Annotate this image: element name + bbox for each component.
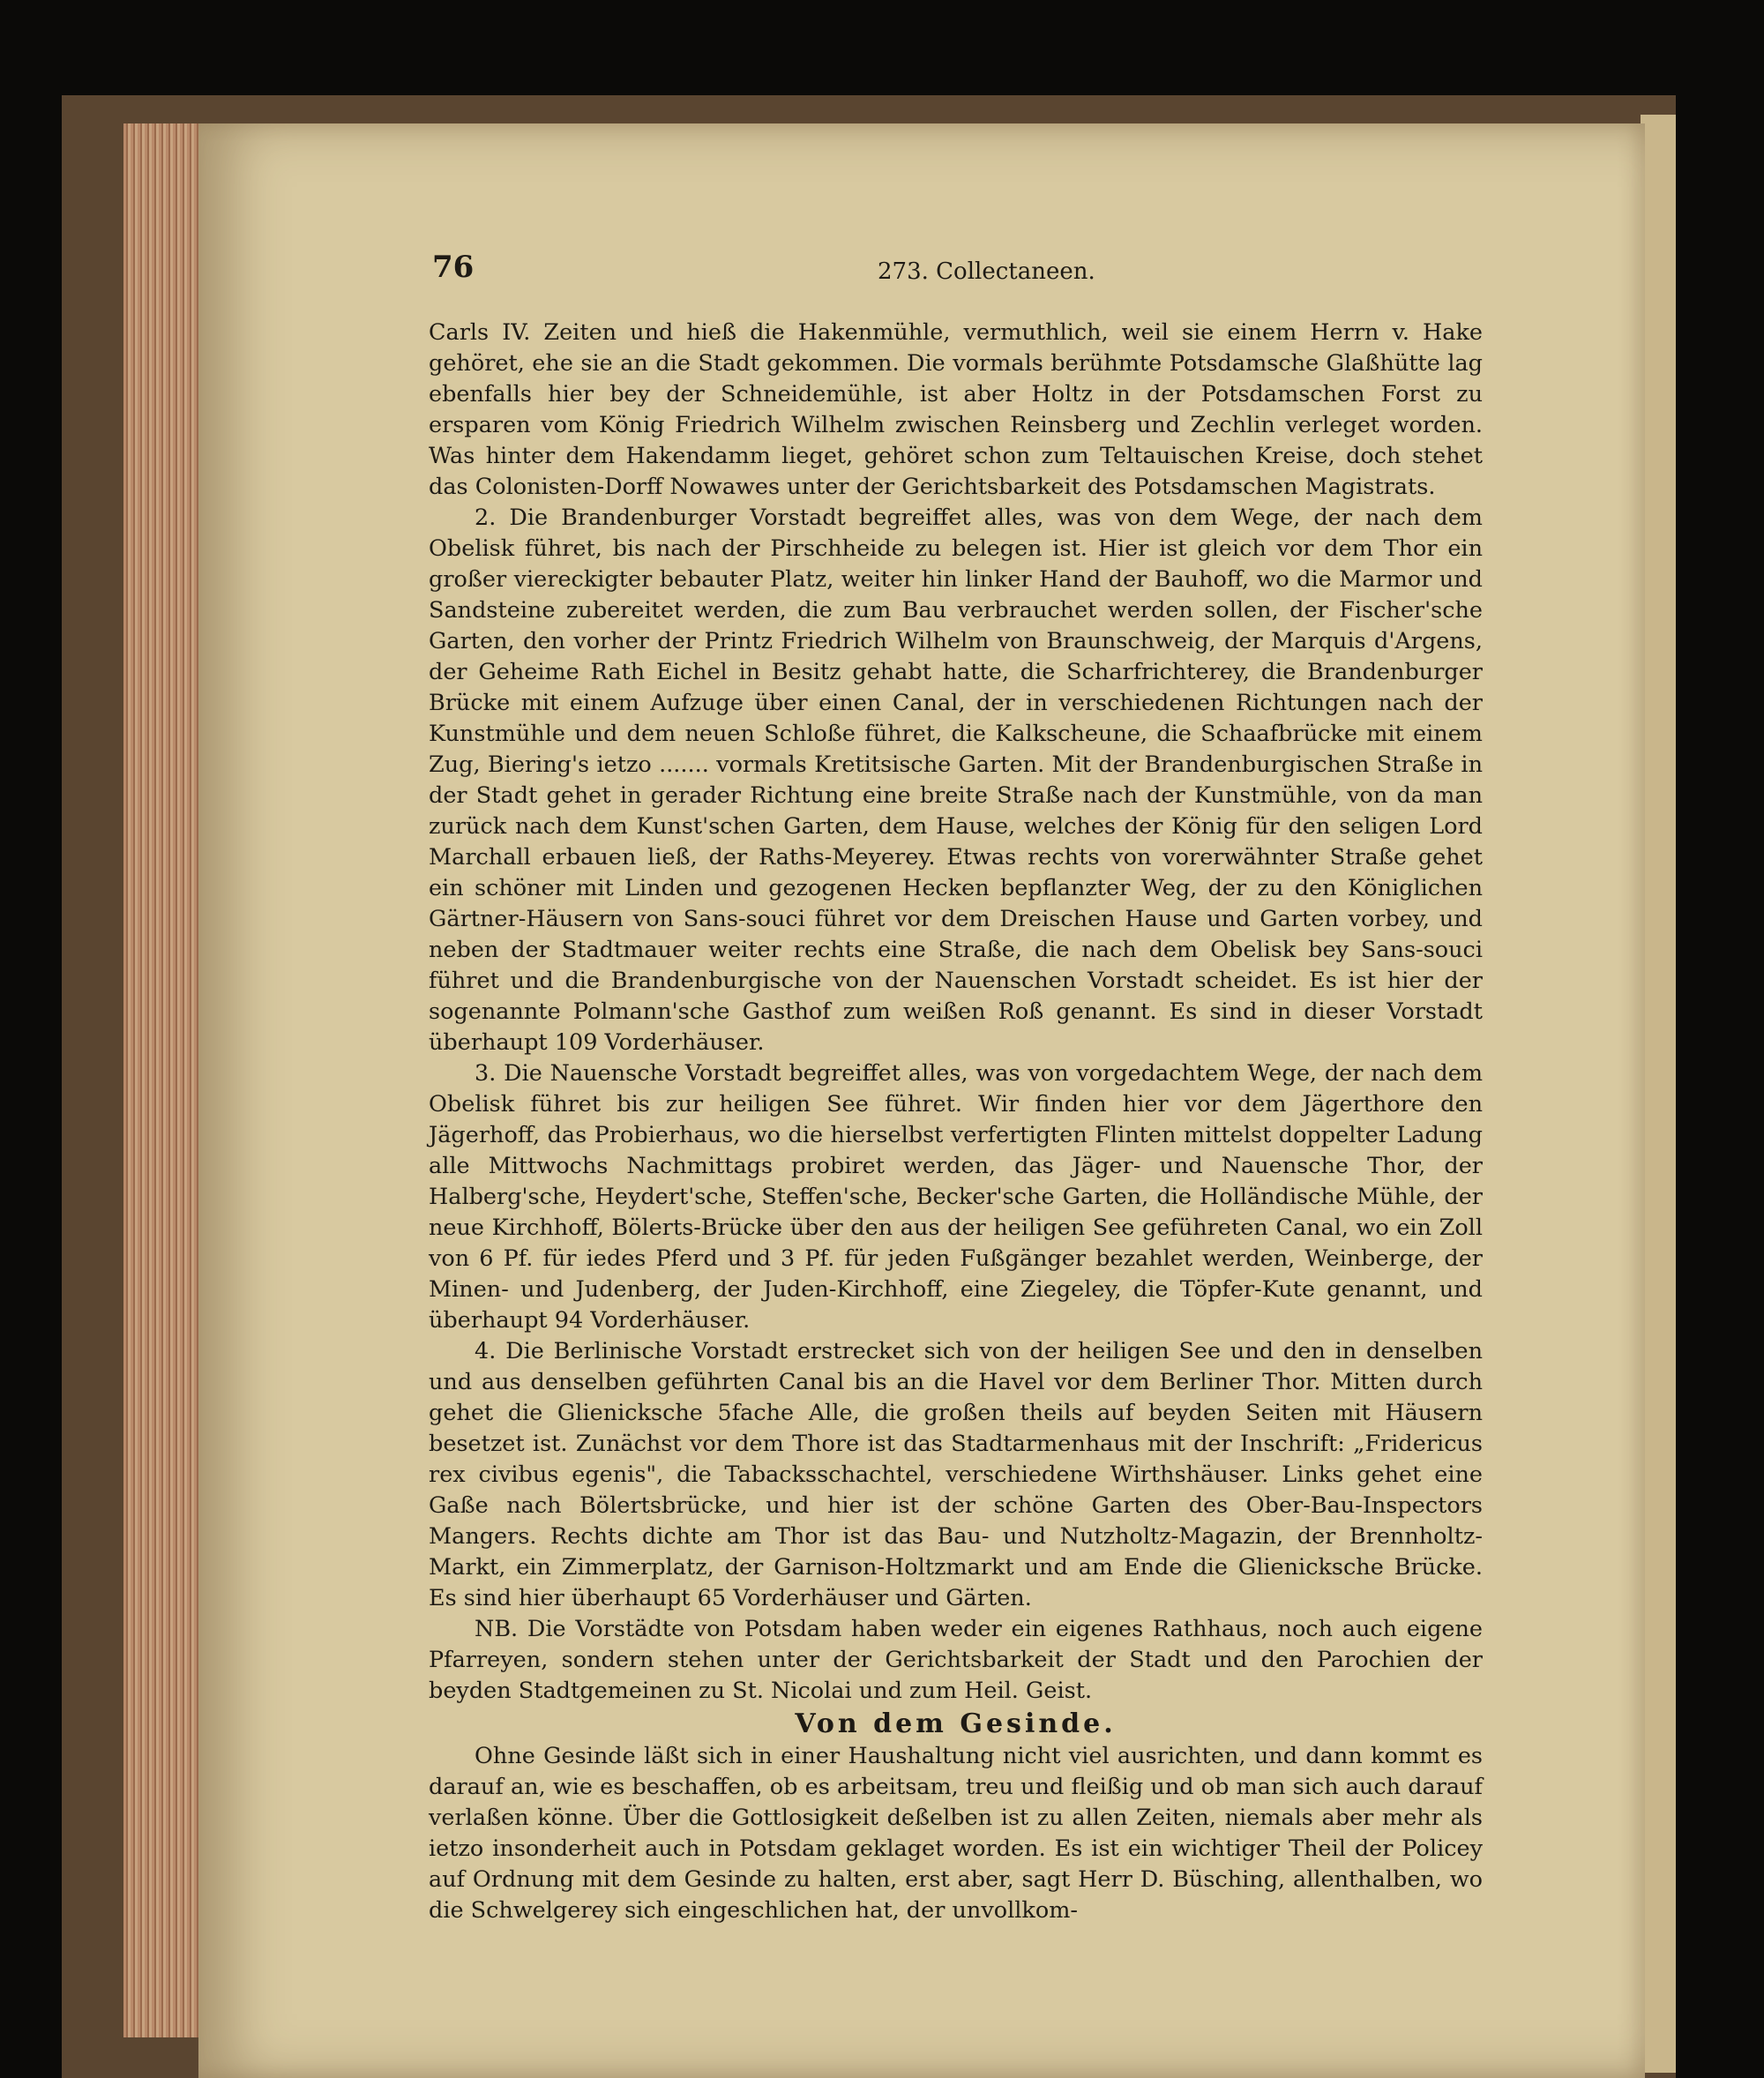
paragraph-1: Carls IV. Zeiten und hieß die Hakenmühle, vermuthlich, weil sie einem Herrn v. Hake gehöret, ehe sie an die Stadt gekommen. Die vormals berühmte Potsdamsche Glaßhütte lag ebenfalls hier bey der Schneidemühle, ist aber Holtz in der Potsdamschen Forst zu ersparen vom König Friedrich Wilhelm zwischen Reinsberg und Zechlin verleget worden. Was hinter dem Hakendamm lieget, gehöret schon zum Teltauischen Kreise, doch stehet das Colonisten-Dorff Nowawes unter der Gerichtsbarkeit des Potsdamschen Magistrats. — [429, 319, 1483, 500]
paragraph-2: 2. Die Brandenburger Vorstadt begreiffet alles, was von dem Wege, der nach dem Obelisk führet, bis nach der Pirschheide zu belegen ist. Hier ist gleich vor dem Thor ein großer viereckigter bebauter Platz, weiter hin linker Hand der Bauhoff, wo die Marmor und Sandsteine zubereitet werden, die zum Bau verbrauchet werden sollen, der Fischer'sche Garten, den vorher der Printz Friedrich Wilhelm von Braunschweig, der Marquis d'Argens, der Geheime Rath Eichel in Besitz gehabt hatte, die Scharfrichterey, die Brandenburger Brücke mit einem Aufzuge über einen Canal, der in verschiedenen Richtungen nach der Kunstmühle und dem neuen Schloße führet, die Kalkscheune, die Schaafbrücke mit einem Zug, Biering's ietzo ....... vormals Kretitsische Garten. Mit der Brandenburgischen Straße in der Stadt gehet in gerader Richtung eine breite Straße nach der Kunstmühle, von da man zurück nach dem Kunst'schen Garten, dem Hause, welches der König für den seligen Lord Marchall erbauen ließ, der Raths-Meyerey. Etwas rechts von vorerwähnter Straße gehet ein schöner mit Linden und gezogenen Hecken bepflanzter Weg, der zu den Königlichen Gärtner-Häusern von Sans-souci führet vor dem Dreischen Hause und Garten vorbey, und neben der Stadtmauer weiter rechts eine Straße, die nach dem Obelisk bey Sans-souci führet und die Brandenburgische von der Nauenschen Vorstadt scheidet. Es ist hier der sogenannte Polmann'sche Gasthof zum weißen Roß genannt. Es sind in dieser Vorstadt überhaupt 109 Vorderhäuser. — [429, 505, 1483, 1056]
paragraph-3: 3. Die Nauensche Vorstadt begreiffet alles, was von vorgedachtem Wege, der nach dem Obelisk führet bis zur heiligen See führet. Wir finden hier vor dem Jägerthore den Jägerhoff, das Probierhaus, wo die hierselbst verfertigten Flinten mittelst doppelter Ladung alle Mittwochs Nachmittags probiret werden, das Jäger- und Nauensche Thor, der Halberg'sche, Heydert'sche, Steffen'sche, Becker'sche Garten, die Holländische Mühle, der neue Kirchhoff, Bölerts-Brücke über den aus der heiligen See geführeten Canal, wo ein Zoll von 6 Pf. für iedes Pferd und 3 Pf. für jeden Fußgänger bezahlet werden, Weinberge, der Minen- und Judenberg, der Juden-Kirchhoff, eine Ziegeley, die Töpfer-Kute genannt, und überhaupt 94 Vorderhäuser. — [429, 1060, 1483, 1334]
section-paragraph: Ohne Gesinde läßt sich in einer Haushaltung nicht viel ausrichten, und dann kommt es darauf an, wie es beschaffen, ob es arbeitsam, treu und fleißig und ob man sich auch darauf verlaßen könne. Über die Gottlosigkeit deßelben ist zu allen Zeiten, niemals aber mehr als ietzo insonderheit auch in Potsdam geklaget worden. Es ist ein wichtiger Theil der Policey auf Ordnung mit dem Gesinde zu halten, erst aber, sagt Herr D. Büsching, allenthalben, wo die Schwelgerey sich eingeschlichen hat, der unvollkom- — [429, 1743, 1483, 1924]
paragraph-4: 4. Die Berlinische Vorstadt erstrecket sich von der heiligen See und den in denselben und aus denselben geführten Canal bis an die Havel vor dem Berliner Thor. Mitten durch gehet die Glienicksche 5fache Alle, die großen theils auf beyden Seiten mit Häusern besetzet ist. Zunächst vor dem Thore ist das Stadtarmenhaus mit der Inschrift: „Fridericus rex civibus egenis", die Tabacksschachtel, verschiedene Wirthshäuser. Links gehet eine Gaße nach Bölertsbrücke, und hier ist der schöne Garten des Ober-Bau-Inspectors Mangers. Rechts dichte am Thor ist das Bau- und Nutzholtz-Magazin, der Brennholtz-Markt, ein Zimmerplatz, der Garnison-Holtzmarkt und am Ende die Glienicksche Brücke. Es sind hier überhaupt 65 Vorderhäuser und Gärten. — [429, 1338, 1483, 1611]
section-heading: Von dem Gesinde. — [795, 1708, 1117, 1739]
right-page-edge — [1641, 115, 1676, 2073]
page-number: 76 — [432, 250, 475, 285]
page-header — [432, 250, 1491, 294]
paragraph-nb: NB. Die Vorstädte von Potsdam haben weder ein eigenes Rathhaus, noch auch eigene Pfarreyen, sondern stehen unter der Gerichtsbarkeit der Stadt und den Parochien der beyden Stadtgemeinen zu St. Nicolai und zum Heil. Geist. — [429, 1616, 1483, 1704]
running-head: 273. Collectaneen. — [878, 258, 1095, 285]
body-text — [429, 318, 1483, 1926]
